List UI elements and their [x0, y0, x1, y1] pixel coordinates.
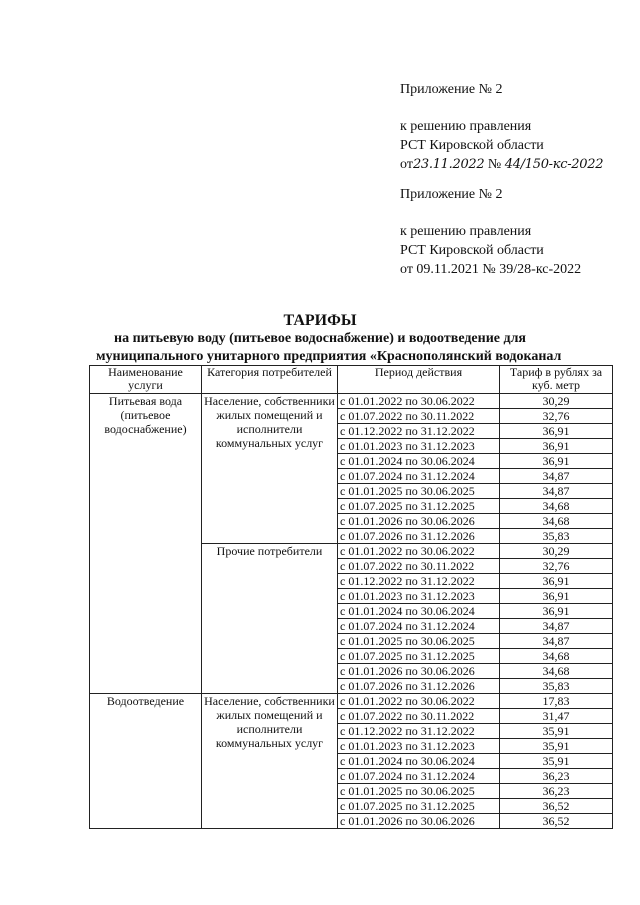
rate-cell: 34,68: [500, 499, 613, 514]
document-subtitle: на питьевую воду (питьевое водоснабжение) и водоотведение для: [114, 331, 526, 346]
table-header-row: [90, 366, 613, 394]
service-name-cell: Водоотведение: [90, 694, 202, 829]
appendix-new: [400, 80, 603, 174]
appendix-old-line1: к решению правления: [400, 224, 532, 239]
period-cell: с 01.01.2023 по 31.12.2023: [338, 739, 500, 754]
handwritten-date: 23.11.2022: [412, 157, 485, 172]
period-cell: с 01.01.2025 по 30.06.2025: [338, 634, 500, 649]
appendix-new-title: Приложение № 2: [400, 82, 503, 97]
period-cell: с 01.01.2022 по 30.06.2022: [338, 694, 500, 709]
category-cell: Население, собственники жилых помещений и исполнители коммунальных услуг: [202, 394, 338, 544]
rate-cell: 30,29: [500, 394, 613, 409]
rate-cell: 32,76: [500, 409, 613, 424]
rate-cell: 35,83: [500, 679, 613, 694]
appendix-new-line2: РСТ Кировской области: [400, 138, 544, 153]
period-cell: с 01.01.2026 по 30.06.2026: [338, 514, 500, 529]
period-cell: с 01.01.2023 по 31.12.2023: [338, 589, 500, 604]
table-row: [90, 694, 613, 709]
period-cell: с 01.07.2024 по 31.12.2024: [338, 469, 500, 484]
header-name: Наименование услуги: [90, 366, 202, 394]
period-cell: с 01.01.2022 по 30.06.2022: [338, 544, 500, 559]
period-cell: с 01.12.2022 по 31.12.2022: [338, 574, 500, 589]
period-cell: с 01.07.2025 по 31.12.2025: [338, 499, 500, 514]
period-cell: с 01.12.2022 по 31.12.2022: [338, 424, 500, 439]
service-name-cell: Питьевая вода (питьевое водоснабжение): [90, 394, 202, 694]
rate-cell: 36,23: [500, 769, 613, 784]
rate-cell: 34,68: [500, 664, 613, 679]
header-rate: Тариф в рублях за куб. метр: [500, 366, 613, 394]
category-cell: Прочие потребители: [202, 544, 338, 694]
rate-cell: 36,91: [500, 589, 613, 604]
rate-cell: 36,91: [500, 439, 613, 454]
rate-cell: 34,87: [500, 634, 613, 649]
period-cell: с 01.01.2025 по 30.06.2025: [338, 484, 500, 499]
period-cell: с 01.07.2022 по 30.11.2022: [338, 409, 500, 424]
tariffs-table: [89, 365, 613, 829]
period-cell: с 01.07.2022 по 30.11.2022: [338, 709, 500, 724]
period-cell: с 01.01.2025 по 30.06.2025: [338, 784, 500, 799]
period-cell: с 01.01.2026 по 30.06.2026: [338, 664, 500, 679]
rate-cell: 36,91: [500, 574, 613, 589]
period-cell: с 01.01.2024 по 30.06.2024: [338, 454, 500, 469]
period-cell: с 01.07.2022 по 30.11.2022: [338, 559, 500, 574]
rate-cell: 36,91: [500, 454, 613, 469]
appendix-old: [400, 185, 581, 279]
period-cell: с 01.07.2026 по 31.12.2026: [338, 529, 500, 544]
period-cell: с 01.01.2022 по 30.06.2022: [338, 394, 500, 409]
rate-cell: 34,68: [500, 649, 613, 664]
rate-cell: 36,23: [500, 784, 613, 799]
period-cell: с 01.07.2025 по 31.12.2025: [338, 649, 500, 664]
handwritten-number: 44/150-кс-2022: [504, 157, 604, 172]
appendix-new-line1: к решению правления: [400, 119, 532, 134]
rate-cell: 30,29: [500, 544, 613, 559]
period-cell: с 01.07.2024 по 31.12.2024: [338, 619, 500, 634]
period-cell: с 01.07.2024 по 31.12.2024: [338, 769, 500, 784]
table-row: [90, 394, 613, 409]
rate-cell: 31,47: [500, 709, 613, 724]
document-title: ТАРИФЫ: [283, 312, 357, 329]
rate-cell: 35,91: [500, 754, 613, 769]
date-prefix: от: [400, 157, 413, 172]
rate-cell: 34,87: [500, 484, 613, 499]
appendix-old-title: Приложение № 2: [400, 187, 503, 202]
period-cell: с 01.07.2026 по 31.12.2026: [338, 679, 500, 694]
rate-cell: 35,91: [500, 724, 613, 739]
period-cell: с 01.01.2023 по 31.12.2023: [338, 439, 500, 454]
rate-cell: 32,76: [500, 559, 613, 574]
rate-cell: 36,91: [500, 424, 613, 439]
rate-cell: 34,68: [500, 514, 613, 529]
rate-cell: 34,87: [500, 619, 613, 634]
header-category: Категория потребителей: [202, 366, 338, 394]
rate-cell: 35,91: [500, 739, 613, 754]
appendix-new-date-line: [400, 155, 603, 174]
document-subtitle-2: муниципального унитарного предприятия «Краснополянский водоканал: [96, 349, 562, 364]
period-cell: с 01.01.2024 по 30.06.2024: [338, 604, 500, 619]
rate-cell: 35,83: [500, 529, 613, 544]
appendix-old-line3: от 09.11.2021 № 39/28-кс-2022: [400, 262, 582, 277]
rate-cell: 34,87: [500, 469, 613, 484]
rate-cell: 36,52: [500, 814, 613, 829]
period-cell: с 01.01.2026 по 30.06.2026: [338, 814, 500, 829]
category-cell: Население, собственники жилых помещений и исполнители коммунальных услуг: [202, 694, 338, 829]
rate-cell: 17,83: [500, 694, 613, 709]
rate-cell: 36,91: [500, 604, 613, 619]
period-cell: с 01.07.2025 по 31.12.2025: [338, 799, 500, 814]
appendix-old-line2: РСТ Кировской области: [400, 243, 544, 258]
header-period: Период действия: [338, 366, 500, 394]
rate-cell: 36,52: [500, 799, 613, 814]
period-cell: с 01.12.2022 по 31.12.2022: [338, 724, 500, 739]
period-cell: с 01.01.2024 по 30.06.2024: [338, 754, 500, 769]
number-prefix: №: [487, 157, 502, 172]
